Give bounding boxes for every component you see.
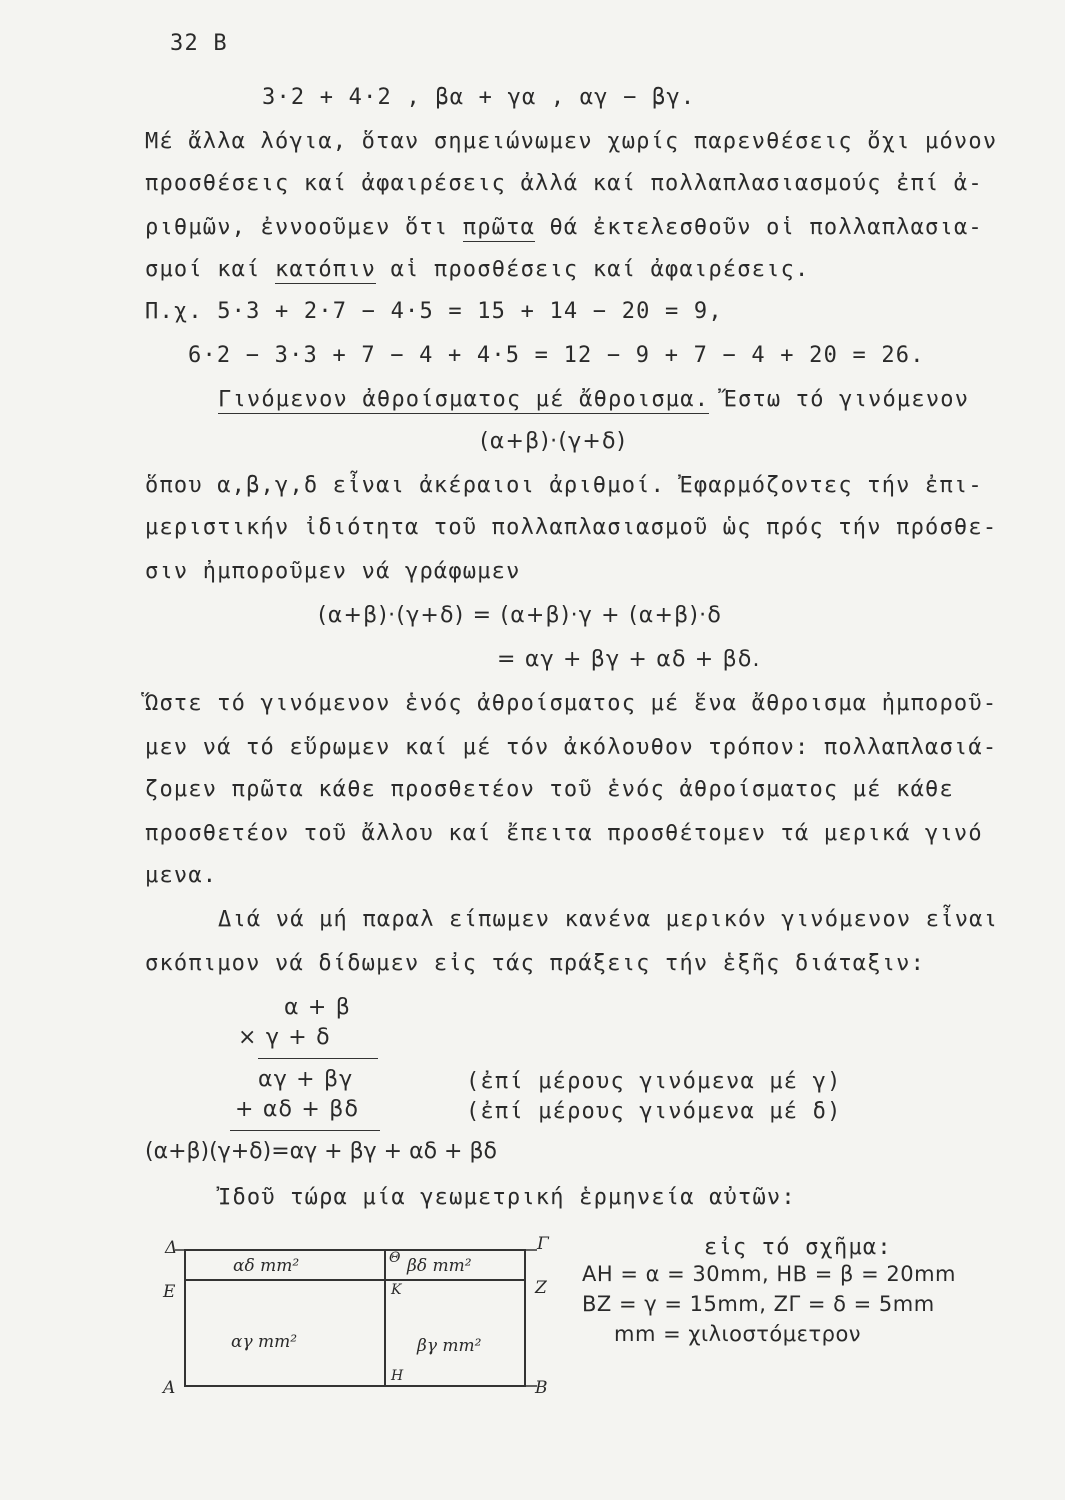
label-alpha: Α: [163, 1378, 176, 1398]
figure-legend-line: mm = χιλιοστόμετρον: [614, 1322, 862, 1346]
figure-legend-title: εἰς τό σχῆμα:: [704, 1235, 892, 1260]
formula: = αγ + βγ + αδ + βδ.: [497, 647, 761, 672]
text-line: προσθετέον τοῦ ἄλλου καί ἔπειτα προσθέτομεν τά μερικά γινό: [145, 821, 983, 846]
text-line: μεριστικήν ἰδιότητα τοῦ πολλαπλασιασμοῦ ὡς πρός τήν πρόσθε-: [145, 515, 998, 540]
text-span: ριθμῶν, ἐννοοῦμεν ὅτι: [145, 215, 463, 240]
label-eta: Η: [391, 1368, 404, 1384]
text-line: σιν ἠμποροῦμεν νά γράφωμεν: [145, 559, 521, 584]
section-heading: Γινόμενον ἀθροίσματος μέ ἄθροισμα.: [218, 387, 710, 412]
page-number: 32 B: [170, 31, 228, 56]
emphasis-first: πρῶτα: [462, 215, 536, 240]
cell-bd: βδ mm²: [407, 1256, 472, 1276]
label-epsilon: Ε: [163, 1282, 176, 1302]
text-line: 3·2 + 4·2 , βα + γα , αγ − βγ.: [262, 85, 696, 110]
scheme-note: (ἐπί μέρους γινόμενα μέ δ): [466, 1099, 842, 1124]
figure-lines: [145, 1232, 565, 1402]
text-line: Ἰδοῦ τώρα μία γεωμετρική ἑρμηνεία αὐτῶν:: [218, 1185, 796, 1210]
figure-legend-line: ΒΖ = γ = 15mm, ΖΓ = δ = 5mm: [582, 1292, 935, 1316]
scheme-rule: [230, 1130, 380, 1131]
label-kappa: Κ: [391, 1282, 402, 1298]
figure-legend-line: ΑΗ = α = 30mm, ΗΒ = β = 20mm: [582, 1262, 957, 1286]
cell-ad: αδ mm²: [233, 1256, 300, 1276]
formula: (α+β)·(γ+δ): [480, 429, 627, 454]
text-line: μενα.: [145, 863, 218, 888]
label-theta: Θ: [389, 1250, 401, 1266]
text-line: σκόπιμον νά δίδωμεν εἰς τάς πράξεις τήν ἑξῆς διάταξιν:: [145, 951, 926, 976]
scheme-note: (ἐπί μέρους γινόμενα μέ γ): [466, 1069, 842, 1094]
scheme-line: αγ + βγ: [258, 1067, 354, 1092]
example-line: 6·2 − 3·3 + 7 − 4 + 4·5 = 12 − 9 + 7 − 4 + 20 = 26.: [188, 343, 925, 368]
text-line: προσθέσεις καί ἀφαιρέσεις ἀλλά καί πολλαπλασιασμούς ἐπί ἀ-: [145, 171, 983, 196]
text-line: ὅπου α,β,γ,δ εἶναι ἀκέραιοι ἀριθμοί. Ἐφαρμόζοντες τήν ἐπι-: [145, 473, 983, 498]
label-delta: Δ: [165, 1238, 178, 1258]
cell-ag: αγ mm²: [231, 1332, 298, 1352]
text-line: Διά νά μή παραλ είπωμεν κανένα μερικόν γινόμενον εἶναι: [218, 907, 999, 932]
cell-bg: βγ mm²: [417, 1336, 482, 1356]
scheme-rule: [258, 1058, 378, 1059]
formula: (α+β)·(γ+δ) = (α+β)·γ + (α+β)·δ: [318, 603, 723, 628]
example-line: Π.χ. 5·3 + 2·7 − 4·5 = 15 + 14 − 20 = 9,: [145, 299, 723, 324]
text-line: [218, 386, 969, 414]
rectangle-figure: [145, 1232, 565, 1402]
scheme-line: + αδ + βδ: [235, 1097, 360, 1122]
text-line: μεν νά τό εὕρωμεν καί μέ τόν ἀκόλουθον τρόπον: πολλαπλασιά-: [145, 735, 998, 760]
label-gamma: Γ: [537, 1234, 549, 1254]
text-span: θά ἐκτελεσθοῦν οἱ πολλαπλασια-: [535, 215, 983, 240]
text-line: Ὥστε τό γινόμενον ἑνός ἀθροίσματος μέ ἕνα ἄθροισμα ἠμποροῦ-: [145, 691, 998, 716]
scheme-line: α + β: [284, 995, 351, 1020]
text-span: αἱ προσθέσεις καί ἀφαιρέσεις.: [376, 257, 810, 282]
label-beta: Β: [535, 1378, 548, 1398]
text-span: σμοί καί: [145, 257, 276, 282]
text-line: Μέ ἄλλα λόγια, ὅταν σημειώνωμεν χωρίς παρενθέσεις ὄχι μόνον: [145, 129, 998, 154]
text-line: [145, 256, 810, 284]
emphasis-then: κατόπιν: [275, 257, 377, 282]
text-line: [145, 214, 983, 242]
text-line: ζομεν πρῶτα κάθε προσθετέον τοῦ ἑνός ἀθροίσματος μέ κάθε: [145, 777, 954, 802]
text-span: Ἔστω τό γινόμενον: [709, 387, 970, 412]
scheme-result: (α+β)(γ+δ)=αγ + βγ + αδ + βδ: [145, 1139, 497, 1164]
scheme-line: × γ + δ: [238, 1025, 331, 1050]
label-zeta: Ζ: [535, 1278, 547, 1298]
